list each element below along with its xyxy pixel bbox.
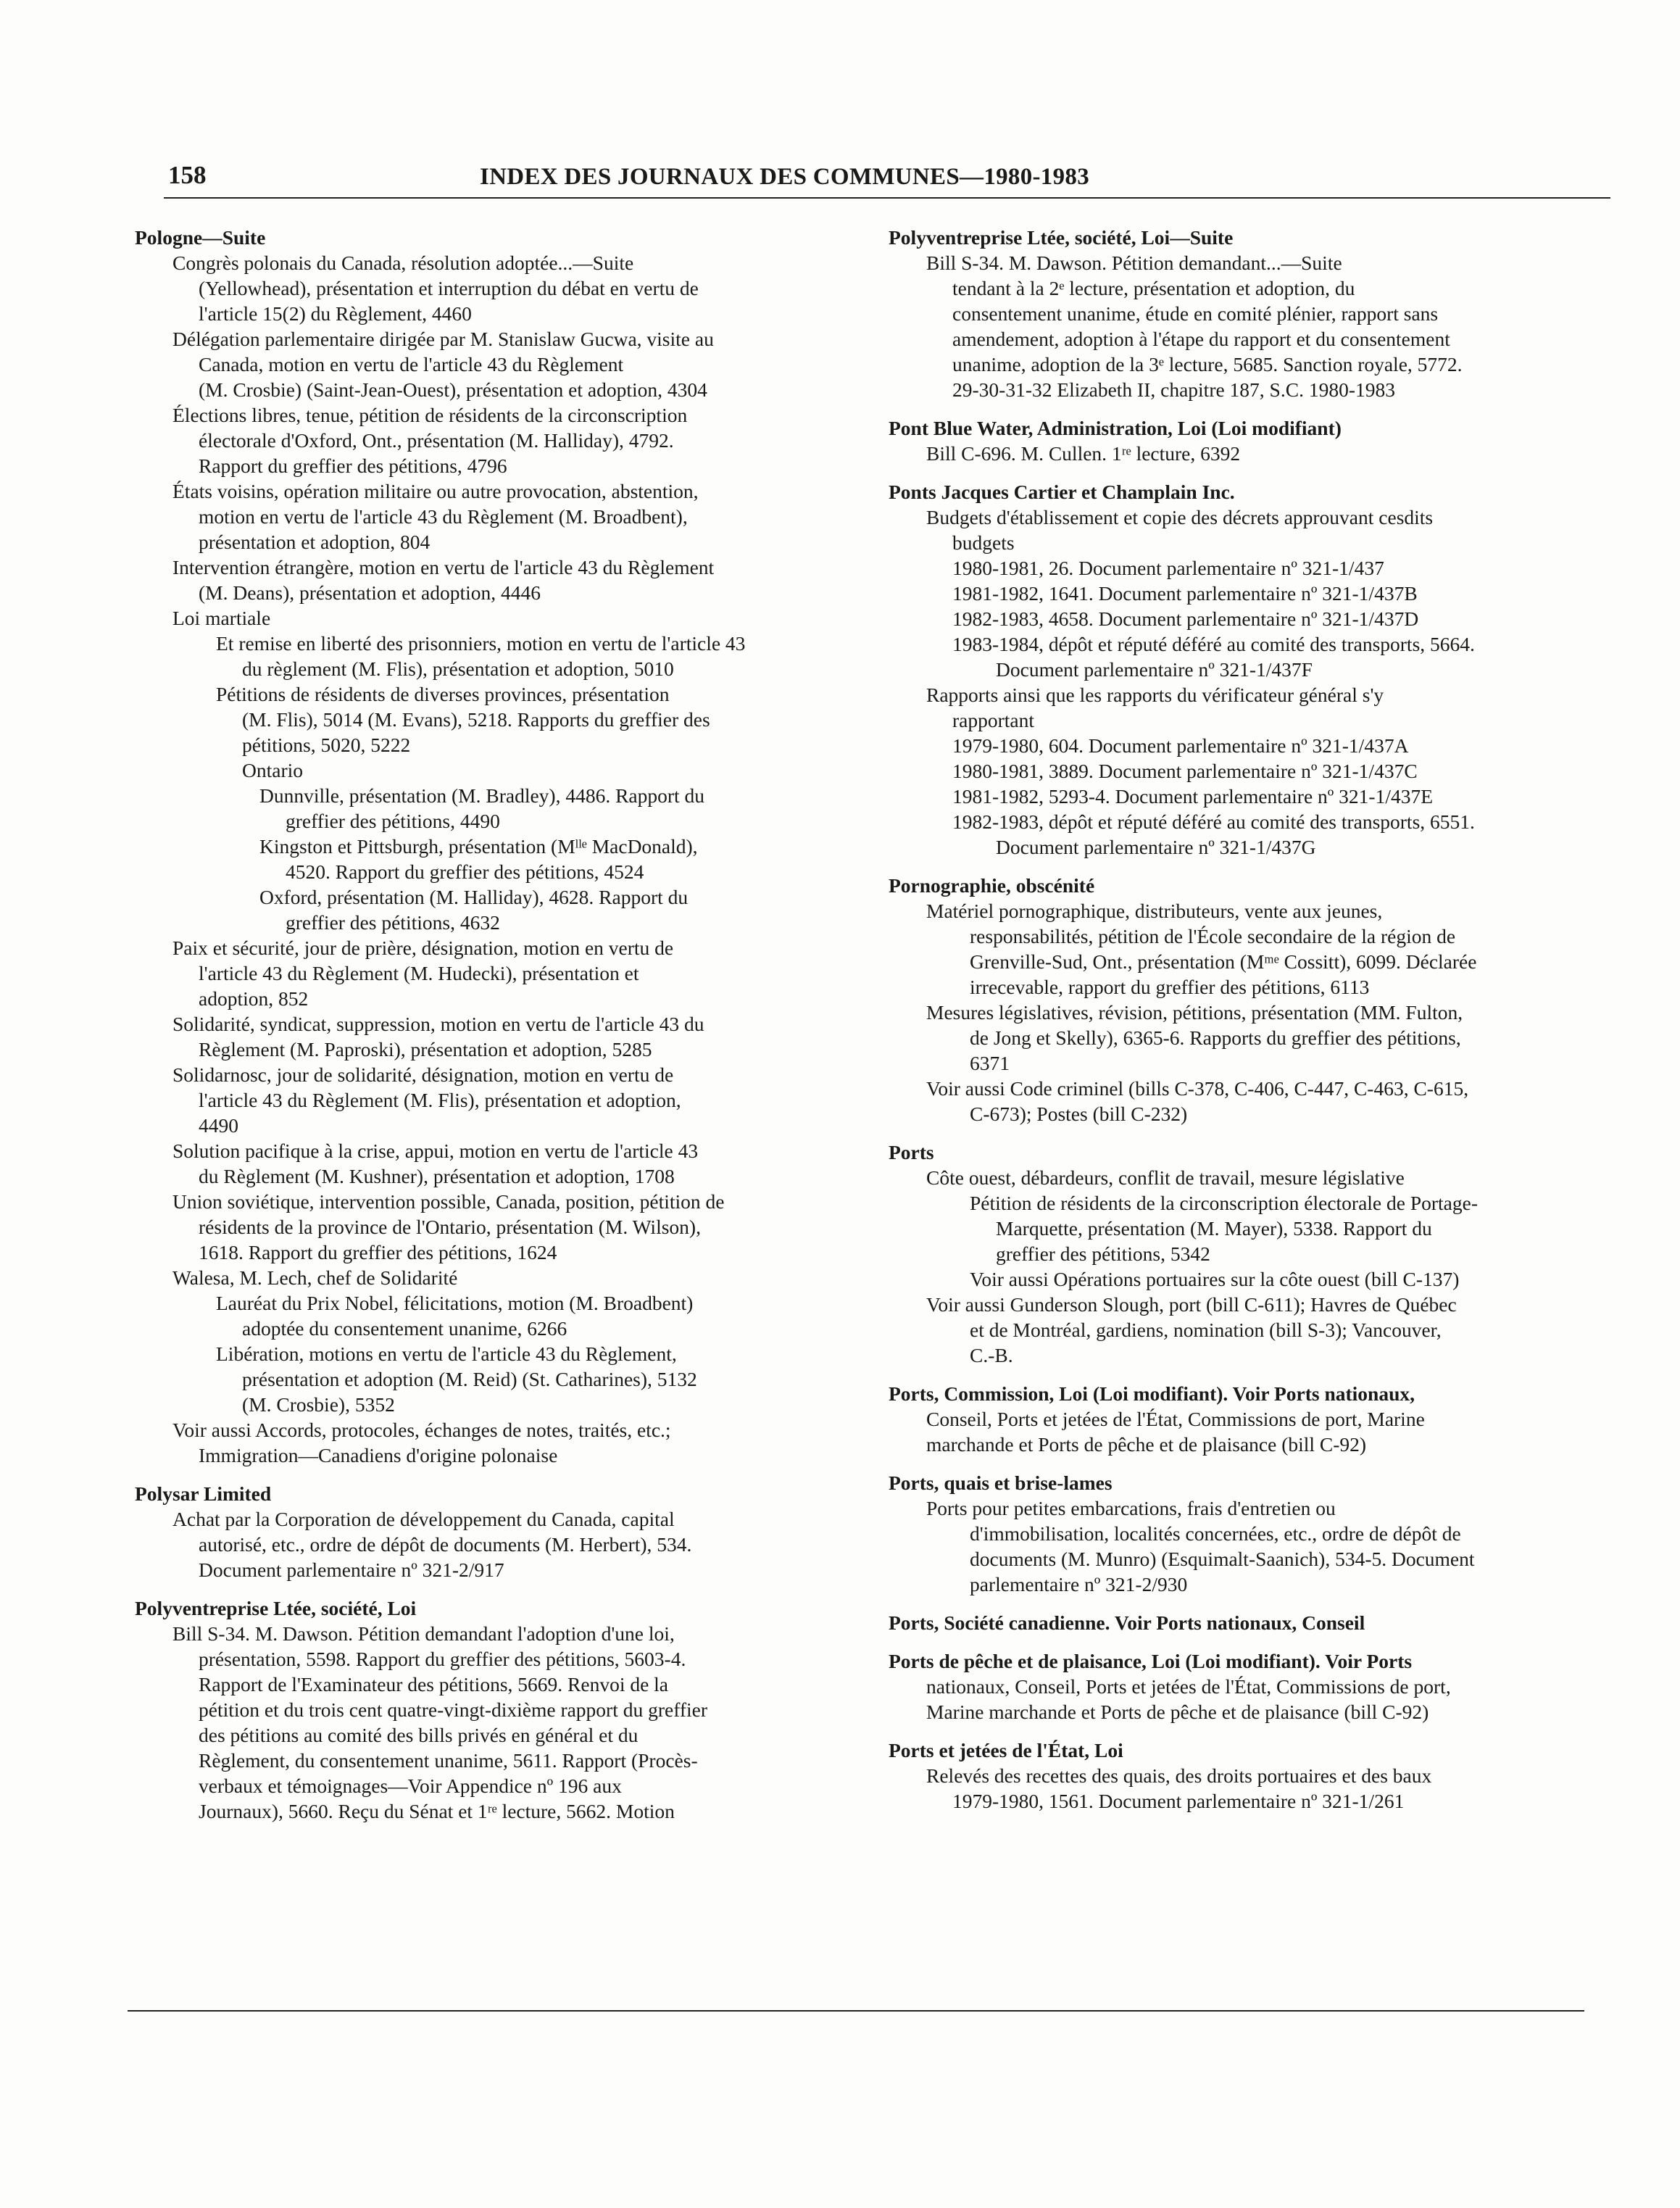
index-heading: Ponts Jacques Cartier et Champlain Inc. <box>889 481 1235 503</box>
index-heading: Pologne—Suite <box>135 226 266 249</box>
index-entry-line: résidents de la province de l'Ontario, présentation (M. Wilson), <box>199 1216 701 1238</box>
index-entry-line: Règlement (M. Paproski), présentation et adoption, 5285 <box>199 1038 652 1061</box>
index-entry-line: 1981-1982, 5293-4. Document parlementaire nº 321-1/437E <box>952 785 1434 808</box>
index-heading: Polyventreprise Ltée, société, Loi—Suite <box>889 226 1234 249</box>
index-entry-line: 1982-1983, 4658. Document parlementaire nº 321-1/437D <box>952 607 1419 630</box>
index-entry-line: du Règlement (M. Kushner), présentation et adoption, 1708 <box>199 1165 675 1187</box>
index-entry-line: Walesa, M. Lech, chef de Solidarité <box>172 1266 458 1289</box>
index-entry-line: Union soviétique, intervention possible, Canada, position, pétition de <box>172 1190 725 1213</box>
index-entry-line: Canada, motion en vertu de l'article 43 du Règlement <box>199 353 624 375</box>
index-entry-line: Journaux), 5660. Reçu du Sénat et 1ʳᵉ lecture, 5662. Motion <box>199 1800 675 1822</box>
index-entry-line: (M. Crosbie) (Saint-Jean-Ouest), présentation et adoption, 4304 <box>199 378 707 401</box>
index-entry-line: Congrès polonais du Canada, résolution adoptée...—Suite <box>172 252 634 274</box>
index-entry-line: 4490 <box>199 1114 238 1137</box>
index-entry-line: Marine marchande et Ports de pêche et de plaisance (bill C-92) <box>926 1701 1429 1723</box>
index-entry-line: Grenville-Sud, Ont., présentation (Mᵐᵉ Cossitt), 6099. Déclarée <box>970 950 1477 973</box>
index-entry-line: Lauréat du Prix Nobel, félicitations, motion (M. Broadbent) <box>216 1292 694 1314</box>
index-entry-line: marchande et Ports de pêche et de plaisance (bill C-92) <box>926 1433 1367 1456</box>
index-entry-line: rapportant <box>952 709 1035 731</box>
index-entry-line: Document parlementaire nº 321-1/437G <box>996 836 1316 858</box>
index-entry-line: Budgets d'établissement et copie des décrets approuvant cesdits <box>926 506 1434 528</box>
index-entry-line: l'article 15(2) du Règlement, 4460 <box>199 302 472 325</box>
index-entry-line: présentation, 5598. Rapport du greffier des pétitions, 5603-4. <box>199 1648 686 1670</box>
index-entry-line: irrecevable, rapport du greffier des pétitions, 6113 <box>970 976 1370 998</box>
index-entry-line: présentation et adoption (M. Reid) (St. Catharines), 5132 <box>242 1368 697 1390</box>
index-entry-line: Ontario <box>242 759 304 781</box>
index-entry-line: greffier des pétitions, 4632 <box>286 911 500 934</box>
index-entry-line: C.-B. <box>970 1344 1013 1366</box>
index-entry-line: Marquette, présentation (M. Mayer), 5338. Rapport du <box>996 1217 1432 1240</box>
index-entry-line: 1982-1983, dépôt et réputé déféré au comité des transports, 6551. <box>952 810 1475 833</box>
index-entry-line: Délégation parlementaire dirigée par M. Stanislaw Gucwa, visite au <box>172 328 714 350</box>
index-entry-line: verbaux et témoignages—Voir Appendice nº 196 aux <box>199 1775 622 1797</box>
index-entry-line: Ports pour petites embarcations, frais d'entretien ou <box>926 1497 1336 1519</box>
entry-spacer <box>889 1725 1606 1738</box>
page-title: INDEX DES JOURNAUX DES COMMUNES—1980-1983 <box>480 164 1090 190</box>
index-entry-line: Solidarité, syndicat, suppression, motion en vertu de l'article 43 du <box>172 1013 704 1035</box>
page-number: 158 <box>168 161 207 189</box>
index-entry-line: Rapports ainsi que les rapports du vérificateur général s'y <box>926 684 1384 706</box>
index-entry-line: Pétition de résidents de la circonscription électorale de Portage- <box>970 1192 1478 1214</box>
index-entry-line: 1979-1980, 1561. Document parlementaire nº 321-1/261 <box>952 1790 1405 1812</box>
index-entry-line: (M. Deans), présentation et adoption, 4446 <box>199 581 541 604</box>
index-entry-line: 1983-1984, dépôt et réputé déféré au comité des transports, 5664. <box>952 633 1475 655</box>
index-entry-line: Bill C-696. M. Cullen. 1ʳᵉ lecture, 6392 <box>926 442 1241 465</box>
index-entry-line: C-673); Postes (bill C-232) <box>970 1103 1188 1125</box>
index-entry-line: Relevés des recettes des quais, des droits portuaires et des baux <box>926 1764 1432 1787</box>
page-header <box>168 161 1589 196</box>
index-entry-line: Solidarnosc, jour de solidarité, désignation, motion en vertu de <box>172 1063 674 1086</box>
index-entry-line: motion en vertu de l'article 43 du Règlement (M. Broadbent), <box>199 505 688 528</box>
index-heading: Ports, Commission, Loi (Loi modifiant). Voir Ports nationaux, <box>889 1382 1415 1405</box>
entry-spacer <box>889 1635 1606 1648</box>
index-entry-line: unanime, adoption de la 3ᵉ lecture, 5685. Sanction royale, 5772. <box>952 353 1463 375</box>
index-entry-line: Mesures législatives, révision, pétitions, présentation (MM. Fulton, <box>926 1001 1463 1024</box>
index-entry-line: présentation et adoption, 804 <box>199 531 431 553</box>
index-entry-line: États voisins, opération militaire ou autre provocation, abstention, <box>172 480 699 502</box>
index-entry-line: consentement unanime, étude en comité plénier, rapport sans <box>952 302 1439 325</box>
index-entry-line: pétitions, 5020, 5222 <box>242 734 411 756</box>
index-entry-line: Rapport du greffier des pétitions, 4796 <box>199 455 507 477</box>
index-entry-line: Côte ouest, débardeurs, conflit de travail, mesure législative <box>926 1166 1405 1189</box>
index-entry-line: 6371 <box>970 1052 1010 1074</box>
index-entry-line: et de Montréal, gardiens, nomination (bill S-3); Vancouver, <box>970 1319 1442 1341</box>
entry-spacer <box>889 1126 1606 1140</box>
index-heading: Ports <box>889 1141 934 1163</box>
index-entry-line: des pétitions au comité des bills privés en général et du <box>199 1724 639 1746</box>
index-entry-line: (Yellowhead), présentation et interruption du débat en vertu de <box>199 277 699 299</box>
index-entry-line: Paix et sécurité, jour de prière, désignation, motion en vertu de <box>172 937 674 959</box>
index-entry-line: Immigration—Canadiens d'origine polonaise <box>199 1444 558 1466</box>
index-entry-line: nationaux, Conseil, Ports et jetées de l'État, Commissions de port, <box>926 1675 1451 1698</box>
index-entry-line: Pétitions de résidents de diverses provinces, présentation <box>216 683 670 705</box>
index-heading: Ports et jetées de l'État, Loi <box>889 1739 1123 1761</box>
index-entry-line: l'article 43 du Règlement (M. Flis), présentation et adoption, <box>199 1089 681 1111</box>
index-entry-line: Voir aussi Opérations portuaires sur la côte ouest (bill C-137) <box>970 1268 1460 1290</box>
index-entry-line: Rapport de l'Examinateur des pétitions, 5669. Renvoi de la <box>199 1673 669 1696</box>
index-entry-line: Document parlementaire nº 321-1/437F <box>996 658 1313 681</box>
entry-spacer <box>889 1597 1606 1610</box>
index-entry-line: Bill S-34. M. Dawson. Pétition demandant l'adoption d'une loi, <box>172 1622 675 1645</box>
index-entry-line: 4520. Rapport du greffier des pétitions, 4524 <box>286 860 644 883</box>
index-heading: Pornographie, obscénité <box>889 874 1095 897</box>
left-column <box>135 225 874 1824</box>
index-heading: Ports, Société canadienne. Voir Ports nationaux, Conseil <box>889 1611 1365 1634</box>
index-entry-line: Dunnville, présentation (M. Bradley), 4486. Rapport du <box>259 784 705 807</box>
index-entry-line: de Jong et Skelly), 6365-6. Rapports du greffier des pétitions, <box>970 1026 1461 1049</box>
index-entry-line: greffier des pétitions, 5342 <box>996 1242 1210 1265</box>
index-entry-line: Voir aussi Accords, protocoles, échanges de notes, traités, etc.; <box>172 1419 671 1441</box>
index-entry-line: du règlement (M. Flis), présentation et adoption, 5010 <box>242 657 674 680</box>
index-entry-line: Conseil, Ports et jetées de l'État, Commissions de port, Marine <box>926 1408 1425 1430</box>
index-entry-line: Document parlementaire nº 321-2/917 <box>199 1559 504 1581</box>
footer-rule <box>128 2010 1584 2012</box>
index-entry-line: 1980-1981, 3889. Document parlementaire nº 321-1/437C <box>952 760 1418 782</box>
index-heading: Pont Blue Water, Administration, Loi (Loi modifiant) <box>889 417 1342 439</box>
index-entry-line: Bill S-34. M. Dawson. Pétition demandant...—Suite <box>926 252 1342 274</box>
index-entry-line: adoption, 852 <box>199 987 309 1010</box>
index-entry-line: Solution pacifique à la crise, appui, motion en vertu de l'article 43 <box>172 1140 699 1162</box>
index-heading: Ports, quais et brise-lames <box>889 1472 1113 1494</box>
index-entry-line: pétition et du trois cent quatre-vingt-dixième rapport du greffier <box>199 1698 708 1721</box>
index-entry-line: 1981-1982, 1641. Document parlementaire nº 321-1/437B <box>952 582 1418 605</box>
index-entry-line: autorisé, etc., ordre de dépôt de documents (M. Herbert), 534. <box>199 1533 692 1556</box>
index-entry-line: tendant à la 2ᵉ lecture, présentation et adoption, du <box>952 277 1355 299</box>
index-entry-line: amendement, adoption à l'étape du rapport et du consentement <box>952 328 1450 350</box>
index-entry-line: Oxford, présentation (M. Halliday), 4628. Rapport du <box>259 886 689 908</box>
index-entry-line: budgets <box>952 531 1015 554</box>
index-entry-line: 1980-1981, 26. Document parlementaire nº 321-1/437 <box>952 557 1384 579</box>
header-rule <box>164 197 1610 199</box>
index-entry-line: Élections libres, tenue, pétition de résidents de la circonscription <box>172 404 688 426</box>
index-entry-line: Libération, motions en vertu de l'article 43 du Règlement, <box>216 1342 677 1365</box>
index-entry-line: Kingston et Pittsburgh, présentation (Mˡˡᵉ MacDonald), <box>259 835 698 858</box>
index-entry-line: Règlement, du consentement unanime, 5611. Rapport (Procès- <box>199 1749 698 1772</box>
index-entry-line: d'immobilisation, localités concernées, etc., ordre de dépôt de <box>970 1522 1461 1545</box>
index-entry-line: Voir aussi Gunderson Slough, port (bill C-611); Havres de Québec <box>926 1293 1457 1316</box>
index-heading: Ports de pêche et de plaisance, Loi (Loi modifiant). Voir Ports <box>889 1650 1413 1672</box>
index-entry-line: Loi martiale <box>172 607 271 629</box>
index-entry-line: 29-30-31-32 Elizabeth II, chapitre 187, S.C. 1980-1983 <box>952 378 1395 401</box>
index-entry-line: l'article 43 du Règlement (M. Hudecki), présentation et <box>199 962 639 984</box>
entry-spacer <box>889 1457 1606 1470</box>
index-entry-line: 1979-1980, 604. Document parlementaire nº 321-1/437A <box>952 734 1409 757</box>
entry-spacer <box>135 1468 874 1481</box>
index-heading: Polysar Limited <box>135 1482 272 1505</box>
index-entry-line: Intervention étrangère, motion en vertu de l'article 43 du Règlement <box>172 556 715 578</box>
right-column <box>889 225 1606 1814</box>
index-entry-line: 1618. Rapport du greffier des pétitions, 1624 <box>199 1241 557 1263</box>
index-entry-line: Achat par la Corporation de développement du Canada, capital <box>172 1508 675 1530</box>
index-entry-line: adoptée du consentement unanime, 6266 <box>242 1317 567 1340</box>
index-entry-line: Matériel pornographique, distributeurs, vente aux jeunes, <box>926 900 1383 922</box>
index-entry-line: électorale d'Oxford, Ont., présentation (M. Halliday), 4792. <box>199 429 674 452</box>
index-entry-line: documents (M. Munro) (Esquimalt-Saanich), 534-5. Document <box>970 1548 1475 1570</box>
entry-spacer <box>889 402 1606 415</box>
index-entry-line: (M. Flis), 5014 (M. Evans), 5218. Rapports du greffier des <box>242 708 710 731</box>
entry-spacer <box>889 860 1606 873</box>
entry-spacer <box>135 1582 874 1595</box>
index-heading: Polyventreprise Ltée, société, Loi <box>135 1597 417 1619</box>
index-entry-line: Et remise en liberté des prisonniers, motion en vertu de l'article 43 <box>216 632 746 655</box>
index-entry-line: Voir aussi Code criminel (bills C-378, C-406, C-447, C-463, C-615, <box>926 1077 1469 1100</box>
index-entry-line: (M. Crosbie), 5352 <box>242 1393 395 1416</box>
index-entry-line: responsabilités, pétition de l'École secondaire de la région de <box>970 925 1456 947</box>
entry-spacer <box>889 466 1606 479</box>
index-entry-line: greffier des pétitions, 4490 <box>286 810 500 832</box>
entry-spacer <box>889 1368 1606 1381</box>
index-entry-line: parlementaire nº 321-2/930 <box>970 1573 1188 1595</box>
